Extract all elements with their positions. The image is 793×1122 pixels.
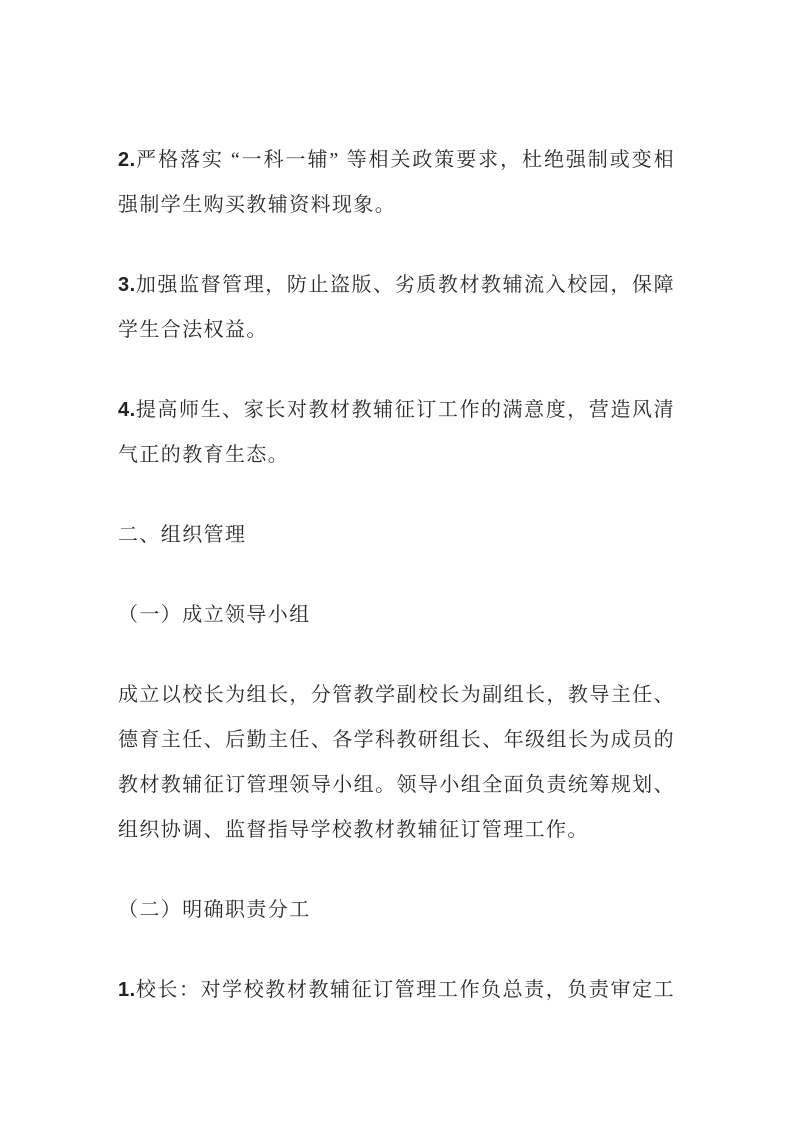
document-paragraph-8 (118, 968, 675, 1013)
paragraph-number: 3. (118, 274, 136, 296)
paragraph-number: 1. (118, 979, 136, 1001)
paragraph-text: 严格落实 “一科一辅” 等相关政策要求，杜绝强制或变相强制学生购买教辅资料现象。 (118, 149, 675, 216)
document-body (118, 138, 675, 1013)
paragraph-number: 4. (118, 399, 136, 421)
paragraph-text: （二）明确职责分工 (118, 899, 311, 921)
document-paragraph-5 (118, 593, 675, 638)
paragraph-text: 加强监督管理，防止盗版、劣质教材教辅流入校园，保障学生合法权益。 (118, 274, 675, 341)
document-paragraph-2 (118, 263, 675, 353)
paragraph-number: 2. (118, 149, 136, 171)
paragraph-text: （一）成立领导小组 (118, 604, 311, 626)
paragraph-text: 提高师生、家长对教材教辅征订工作的满意度，营造风清气正的教育生态。 (118, 399, 675, 466)
document-paragraph-6 (118, 673, 675, 853)
document-paragraph-7 (118, 888, 675, 933)
document-paragraph-4 (118, 513, 675, 558)
document-paragraph-1 (118, 138, 675, 228)
document-paragraph-3 (118, 388, 675, 478)
paragraph-text: 成立以校长为组长，分管教学副校长为副组长，教导主任、德育主任、后勤主任、各学科教研组长、年级组长为成员的教材教辅征订管理领导小组。领导小组全面负责统筹规划、组织协调、监督指导学校教材教辅征订管理工作。 (118, 684, 675, 841)
paragraph-text: 校长：对学校教材教辅征订管理工作负总责，负责审定工 (135, 979, 675, 1001)
paragraph-text: 二、组织管理 (118, 524, 247, 546)
